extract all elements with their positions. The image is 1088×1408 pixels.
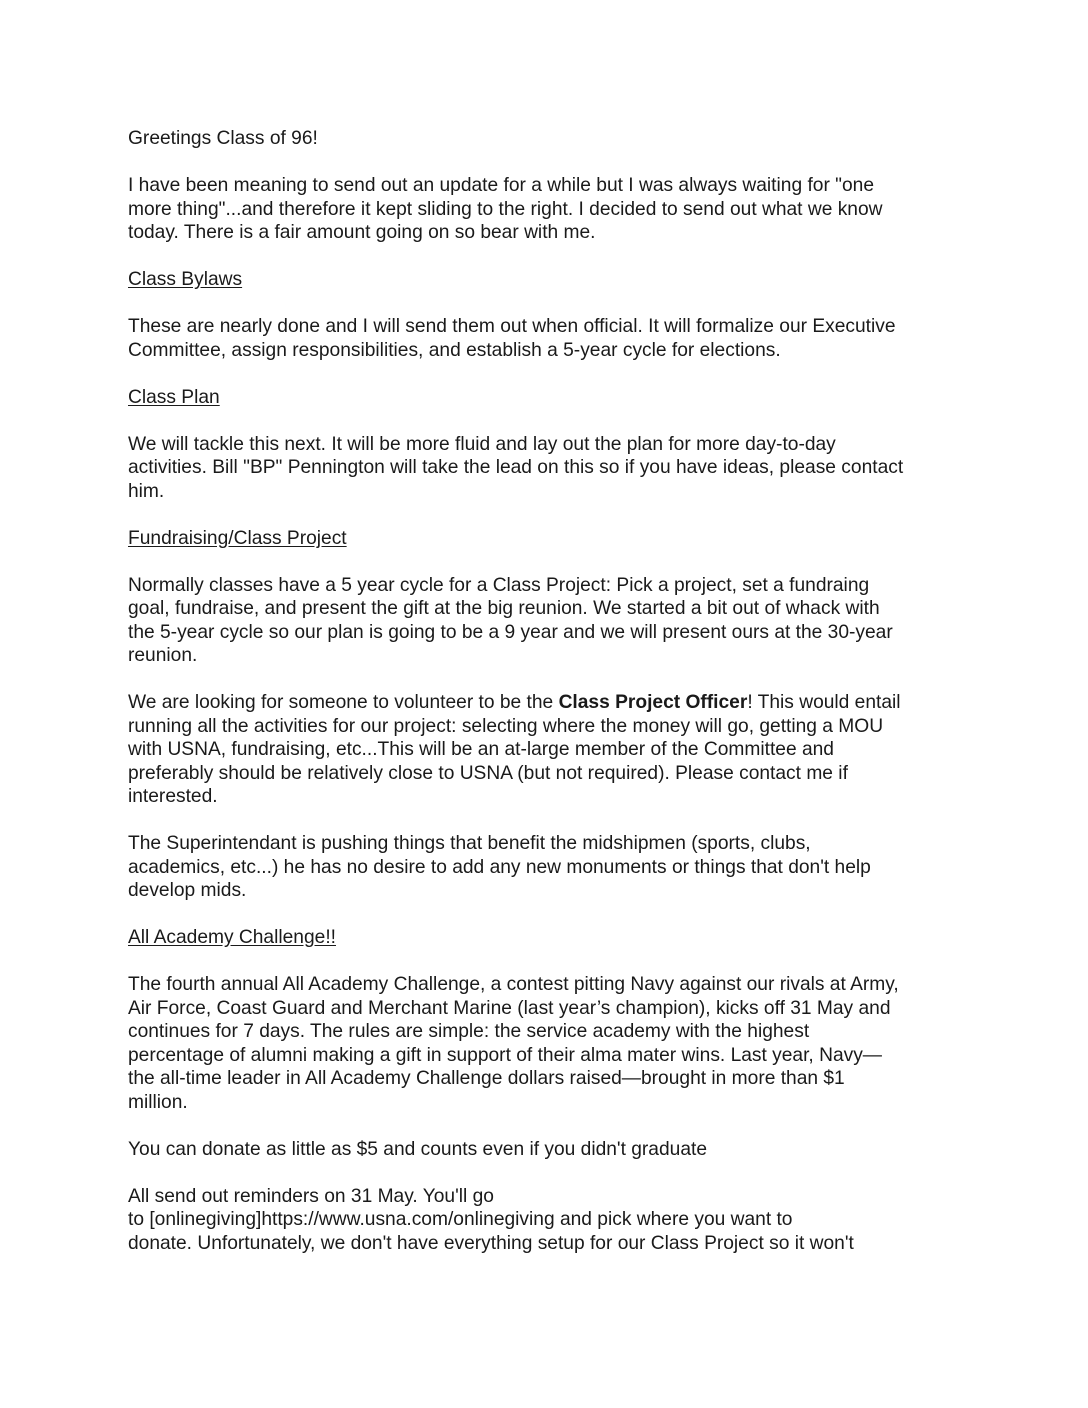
challenge-line: The fourth annual All Academy Challenge, a contest pitting Navy against our rivals at Army, xyxy=(128,974,899,995)
section-heading: Fundraising/Class Project xyxy=(128,527,347,549)
fundraising-line: running all the activities for our project: selecting where the money will go, getting a MOU xyxy=(128,715,884,737)
volunteer-text-after: ! This would entail xyxy=(747,692,901,713)
fundraising-paragraph-1 xyxy=(128,574,968,668)
fundraising-line: reunion. xyxy=(128,645,198,666)
greeting xyxy=(128,127,968,151)
challenge-paragraph-2 xyxy=(128,1138,968,1162)
section-heading: All Academy Challenge!! xyxy=(128,927,336,948)
challenge-line: Air Force, Coast Guard and Merchant Marine (last year’s champion), kicks off 31 May and xyxy=(128,997,891,1019)
challenge-line: million. xyxy=(128,1091,188,1113)
fundraising-line: develop mids. xyxy=(128,880,247,901)
bylaws-line: These are nearly done and I will send them out when official. It will formalize our Executive xyxy=(128,316,896,337)
fundraising-line: interested. xyxy=(128,786,218,807)
intro-paragraph xyxy=(128,174,968,245)
fundraising-line: the 5-year cycle so our plan is going to be a 9 year and we will present ours at the 30-year xyxy=(128,621,893,643)
greeting-text: Greetings Class of 96! xyxy=(128,128,318,149)
bylaws-paragraph xyxy=(128,315,968,362)
bylaws-line: Committee, assign responsibilities, and establish a 5-year cycle for elections. xyxy=(128,339,781,361)
volunteer-text-before: We are looking for someone to volunteer to be the xyxy=(128,692,559,713)
intro-line: more thing"...and therefore it kept sliding to the right. I decided to send out what we know xyxy=(128,198,883,220)
class-project-officer-title: Class Project Officer xyxy=(558,692,748,713)
challenge-line: All send out reminders on 31 May. You'll go xyxy=(128,1185,494,1207)
fundraising-line: goal, fundraise, and present the gift at the big reunion. We started a bit out of whack with xyxy=(128,598,880,619)
challenge-line: donate. Unfortunately, we don't have everything setup for our Class Project so it won't xyxy=(128,1232,854,1254)
challenge-paragraph-3 xyxy=(128,1185,968,1256)
plan-line: him. xyxy=(128,480,165,502)
challenge-line: You can donate as little as $5 and counts even if you didn't graduate xyxy=(128,1138,707,1160)
intro-line: I have been meaning to send out an update for a while but I was always waiting for "one xyxy=(128,175,874,196)
challenge-line: percentage of alumni making a gift in support of their alma mater wins. Last year, Navy— xyxy=(128,1044,882,1066)
intro-line: today. There is a fair amount going on so bear with me. xyxy=(128,222,596,243)
bylaws-heading xyxy=(128,268,968,292)
fundraising-line: preferably should be relatively close to USNA (but not required). Please contact me if xyxy=(128,762,848,784)
fundraising-heading xyxy=(128,527,968,551)
section-heading: Class Bylaws xyxy=(128,269,243,290)
fundraising-line: with USNA, fundraising, etc...This will be an at-large member of the Committee and xyxy=(128,739,834,760)
plan-line: We will tackle this next. It will be more fluid and lay out the plan for more day-to-day xyxy=(128,433,836,455)
fundraising-line: The Superintendant is pushing things that benefit the midshipmen (sports, clubs, xyxy=(128,833,811,854)
letter-body xyxy=(128,127,968,1279)
fundraising-paragraph-3 xyxy=(128,832,968,903)
fundraising-line: academics, etc...) he has no desire to add any new monuments or things that don't help xyxy=(128,856,871,878)
volunteer-line xyxy=(128,692,901,713)
plan-line: activities. Bill "BP" Pennington will take the lead on this so if you have ideas, please contact xyxy=(128,457,904,478)
plan-paragraph xyxy=(128,433,968,504)
fundraising-line: Normally classes have a 5 year cycle for a Class Project: Pick a project, set a fundraing xyxy=(128,574,870,596)
challenge-line: continues for 7 days. The rules are simple: the service academy with the highest xyxy=(128,1021,810,1042)
section-heading: Class Plan xyxy=(128,386,220,408)
plan-heading xyxy=(128,386,968,410)
challenge-line: to [onlinegiving]https://www.usna.com/onlinegiving and pick where you want to xyxy=(128,1209,793,1230)
challenge-line: the all-time leader in All Academy Challenge dollars raised—brought in more than $1 xyxy=(128,1068,845,1089)
challenge-heading xyxy=(128,926,968,950)
fundraising-paragraph-2 xyxy=(128,691,968,809)
challenge-paragraph-1 xyxy=(128,973,968,1114)
